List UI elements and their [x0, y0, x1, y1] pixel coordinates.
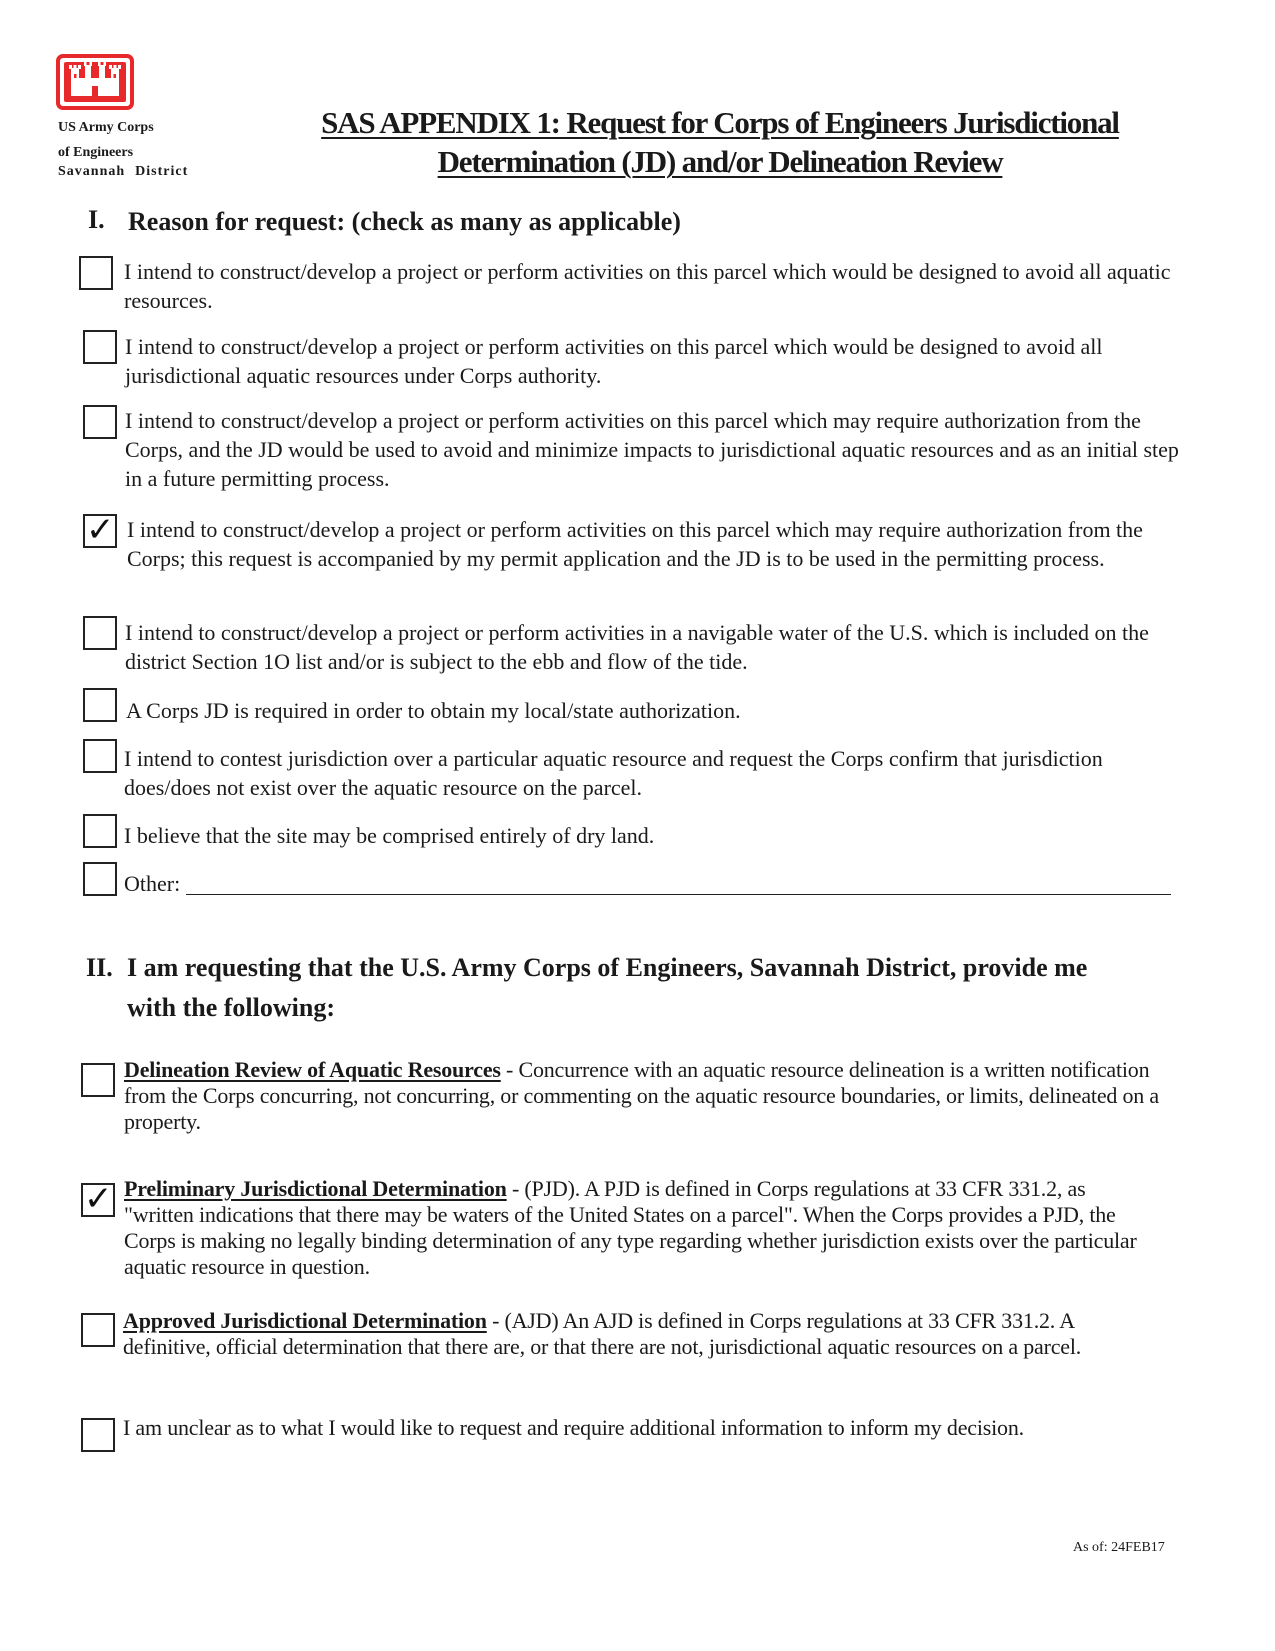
request-text-1 — [124, 1057, 1159, 1135]
org-name-line3 — [58, 163, 188, 181]
reason-text-8: I believe that the site may be comprised entirely of dry land. — [124, 823, 655, 848]
section2-number: II. — [86, 953, 113, 982]
section1-heading — [88, 200, 1188, 240]
reason-checkbox-4[interactable] — [83, 510, 117, 550]
org-name-line1: US Army Corps — [58, 120, 154, 135]
request-checkbox-1[interactable] — [81, 1063, 115, 1097]
request-checkbox-4[interactable] — [81, 1418, 115, 1452]
reason-checkbox-9[interactable] — [83, 862, 117, 896]
request-label-3: Approved Jurisdictional Determination — [123, 1308, 487, 1333]
other-reason-input-line[interactable] — [186, 894, 1171, 895]
reason-checkbox-5[interactable] — [83, 616, 117, 650]
section1-title: Reason for request: (check as many as applicable) — [128, 207, 681, 236]
request-desc-1: - Concurrence with an aquatic resource delineation is a written notification from the Corps concurring, not concurring, or commenting on the aquatic resource boundaries, or limits, delineated on a property. — [124, 1057, 1159, 1134]
request-desc-3: - (AJD) An AJD is defined in Corps regulations at 33 CFR 331.2. A definitive, official determination that there are, or that there are not, jurisdictional aquatic resources on a parcel. — [123, 1308, 1082, 1359]
reason-checkbox-8[interactable] — [83, 814, 117, 848]
revision-date: As of: 24FEB17 — [1073, 1540, 1165, 1555]
reason-text-other: Other: — [124, 871, 181, 896]
reason-checkbox-2[interactable] — [83, 330, 117, 364]
request-text-2 — [124, 1176, 1159, 1280]
section2-title-line2: with the following: — [127, 993, 335, 1022]
org-name-line2: of Engineers — [58, 145, 134, 160]
reason-text-2: I intend to construct/develop a project or perform activities on this parcel which would be designed to avoid all jurisdictional aquatic resources under Corps authority. — [125, 334, 1103, 388]
usace-logo — [56, 54, 134, 110]
request-desc-4: I am unclear as to what I would like to request and require additional information to inform my decision. — [123, 1415, 1024, 1440]
reason-text-5: I intend to construct/develop a project or perform activities in a navigable water of the U.S. which is included on the district Section 1O list and/or is subject to the ebb and flow of the tide. — [125, 620, 1149, 674]
org-district-city: Savannah — [58, 164, 126, 179]
request-desc-2: - (PJD). A PJD is defined in Corps regulations at 33 CFR 331.2, as "written indications that there may be waters of the United States on a parcel". When the Corps provides a PJD, the Corps is making no legally binding determination of any type regarding whether jurisdiction exists over the particular aquatic resource in question. — [124, 1176, 1137, 1279]
reason-checkbox-3[interactable] — [83, 405, 117, 439]
request-checkbox-2[interactable] — [81, 1179, 115, 1219]
reason-checkbox-6[interactable] — [83, 688, 117, 722]
section1-number: I. — [88, 205, 105, 234]
page-title-line2: Determination (JD) and/or Delineation Review — [437, 144, 1003, 179]
check-mark-icon: ✓ — [84, 1179, 113, 1219]
reason-text-7: I intend to contest jurisdiction over a particular aquatic resource and request the Corps confirm that jurisdiction does/does not exist over the aquatic resource on the parcel. — [124, 746, 1103, 800]
section2-heading — [86, 948, 1186, 1028]
reason-text-4: I intend to construct/develop a project or perform activities on this parcel which may require authorization from the Corps; this request is accompanied by my permit application and the JD is to be used in the permitting process. — [127, 517, 1143, 571]
page-title-line1: SAS APPENDIX 1: Request for Corps of Engineers Jurisdictional — [321, 105, 1119, 140]
reason-text-3: I intend to construct/develop a project or perform activities on this parcel which may require authorization from the Corps, and the JD would be used to avoid and minimize impacts to jurisdictional aquatic resources and as an initial step in a future permitting process. — [125, 408, 1179, 491]
section2-title-line1: I am requesting that the U.S. Army Corps of Engineers, Savannah District, provide me — [127, 953, 1088, 982]
request-text-4 — [123, 1415, 1183, 1441]
request-text-3 — [123, 1308, 1158, 1360]
reason-checkbox-1[interactable] — [79, 256, 113, 290]
reason-text-1: I intend to construct/develop a project or perform activities on this parcel which would be designed to avoid all aquatic resources. — [124, 259, 1171, 313]
castle-icon — [64, 62, 126, 102]
reason-text-6: A Corps JD is required in order to obtain my local/state authorization. — [126, 698, 741, 723]
check-mark-icon: ✓ — [86, 510, 115, 550]
org-district-word: District — [135, 164, 189, 179]
request-label-2: Preliminary Jurisdictional Determination — [124, 1176, 507, 1201]
request-label-1: Delineation Review of Aquatic Resources — [124, 1057, 501, 1082]
request-checkbox-3[interactable] — [81, 1313, 115, 1347]
reason-checkbox-7[interactable] — [83, 739, 117, 773]
